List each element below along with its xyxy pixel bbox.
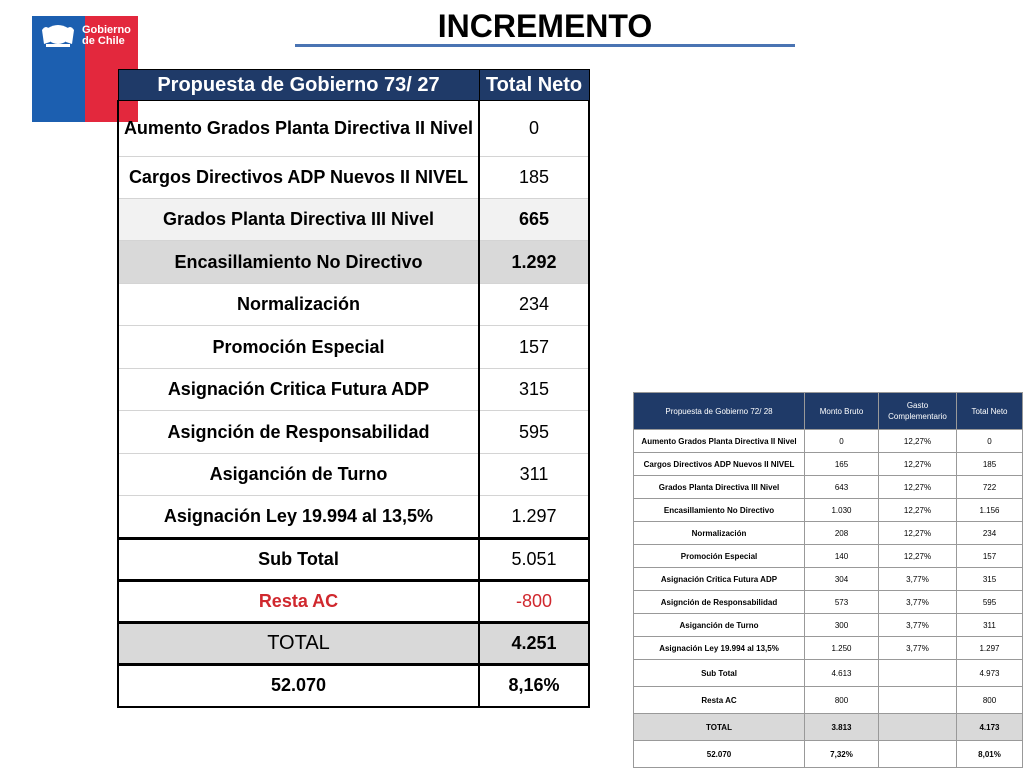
- total-row: [634, 714, 1023, 741]
- row-neto: 185: [957, 453, 1023, 476]
- percentage-row: [118, 665, 589, 707]
- row-neto: 4.973: [957, 660, 1023, 687]
- subtotal-label: Sub Total: [118, 539, 479, 581]
- row-label: Resta AC: [634, 687, 805, 714]
- row-label: Normalización: [634, 522, 805, 545]
- row-value: 157: [479, 326, 589, 369]
- table-row: [634, 522, 1023, 545]
- row-bruto: 573: [805, 591, 879, 614]
- row-bruto: 1.250: [805, 637, 879, 660]
- percentage-label: 52.070: [118, 665, 479, 707]
- row-gasto: 3,77%: [879, 568, 957, 591]
- row-label: Encasillamiento No Directivo: [118, 241, 479, 284]
- row-bruto: 165: [805, 453, 879, 476]
- row-gasto: [879, 687, 957, 714]
- row-bruto: 4.613: [805, 660, 879, 687]
- row-neto: 1.297: [957, 637, 1023, 660]
- header-monto-bruto: Monto Bruto: [805, 393, 879, 430]
- table-row: [634, 430, 1023, 453]
- row-neto: 315: [957, 568, 1023, 591]
- row-value: 315: [479, 369, 589, 411]
- row-value: 0: [479, 101, 589, 157]
- row-gasto: 12,27%: [879, 545, 957, 568]
- row-bruto: 304: [805, 568, 879, 591]
- row-gasto: 12,27%: [879, 453, 957, 476]
- row-gasto: 3,77%: [879, 637, 957, 660]
- row-neto: 311: [957, 614, 1023, 637]
- row-label: Asignación Ley 19.994 al 13,5%: [118, 496, 479, 539]
- row-bruto: 7,32%: [805, 741, 879, 768]
- table-row: [634, 476, 1023, 499]
- table-row: [634, 637, 1023, 660]
- row-neto: 800: [957, 687, 1023, 714]
- table-row: [634, 499, 1023, 522]
- row-label: Normalización: [118, 284, 479, 326]
- row-label: Asignación Ley 19.994 al 13,5%: [634, 637, 805, 660]
- main-table: [117, 69, 590, 708]
- row-label: Asignación Critica Futura ADP: [118, 369, 479, 411]
- row-bruto: 208: [805, 522, 879, 545]
- resta-ac-row: [634, 687, 1023, 714]
- subtotal-row: [118, 539, 589, 581]
- row-neto: 0: [957, 430, 1023, 453]
- header-propuesta-small: Propuesta de Gobierno 72/ 28: [634, 393, 805, 430]
- row-label: Asignción de Responsabilidad: [634, 591, 805, 614]
- resta-ac-row: [118, 581, 589, 623]
- row-label: TOTAL: [634, 714, 805, 741]
- row-value: 234: [479, 284, 589, 326]
- table-row: [634, 614, 1023, 637]
- table-row: [118, 241, 589, 284]
- row-neto: 1.156: [957, 499, 1023, 522]
- subtotal-row: [634, 660, 1023, 687]
- row-bruto: 643: [805, 476, 879, 499]
- row-neto: 595: [957, 591, 1023, 614]
- row-gasto: 12,27%: [879, 499, 957, 522]
- row-neto: 157: [957, 545, 1023, 568]
- row-bruto: 140: [805, 545, 879, 568]
- row-neto: 4.173: [957, 714, 1023, 741]
- row-gasto: [879, 741, 957, 768]
- table-row: [118, 101, 589, 157]
- header-total-neto-small: Total Neto: [957, 393, 1023, 430]
- resta-ac-value: -800: [479, 581, 589, 623]
- table-row: [634, 453, 1023, 476]
- total-row: [118, 623, 589, 665]
- row-label: 52.070: [634, 741, 805, 768]
- row-label: Encasillamiento No Directivo: [634, 499, 805, 522]
- page-title: INCREMENTO: [437, 8, 653, 44]
- row-value: 665: [479, 199, 589, 241]
- table-row: [118, 369, 589, 411]
- table-row: [118, 326, 589, 369]
- row-label: Promoción Especial: [118, 326, 479, 369]
- row-bruto: 300: [805, 614, 879, 637]
- logo-text: Gobierno de Chile: [82, 24, 131, 47]
- row-gasto: 3,77%: [879, 614, 957, 637]
- row-neto: 234: [957, 522, 1023, 545]
- percentage-value: 8,16%: [479, 665, 589, 707]
- row-bruto: 1.030: [805, 499, 879, 522]
- row-value: 1.297: [479, 496, 589, 539]
- subtotal-value: 5.051: [479, 539, 589, 581]
- coat-of-arms-icon: [38, 20, 78, 50]
- row-label: Promoción Especial: [634, 545, 805, 568]
- row-label: Asiganción de Turno: [634, 614, 805, 637]
- table-row: [118, 284, 589, 326]
- row-gasto: [879, 660, 957, 687]
- row-neto: 8,01%: [957, 741, 1023, 768]
- header-total-neto: Total Neto: [479, 70, 589, 101]
- row-label: Aumento Grados Planta Directiva II Nivel: [118, 101, 479, 157]
- table-row: [118, 157, 589, 199]
- total-value: 4.251: [479, 623, 589, 665]
- logo-blue-block: [32, 16, 85, 122]
- table-row: [118, 496, 589, 539]
- row-gasto: 12,27%: [879, 430, 957, 453]
- row-gasto: 3,77%: [879, 591, 957, 614]
- row-label: Cargos Directivos ADP Nuevos II NIVEL: [118, 157, 479, 199]
- row-value: 595: [479, 411, 589, 454]
- table-row: [118, 199, 589, 241]
- table-row: [634, 545, 1023, 568]
- row-bruto: 800: [805, 687, 879, 714]
- row-bruto: 0: [805, 430, 879, 453]
- table-row: [118, 411, 589, 454]
- row-gasto: 12,27%: [879, 476, 957, 499]
- row-value: 311: [479, 454, 589, 496]
- header-propuesta: Propuesta de Gobierno 73/ 27: [118, 70, 479, 101]
- row-bruto: 3.813: [805, 714, 879, 741]
- row-label: Grados Planta Directiva III Nivel: [118, 199, 479, 241]
- row-value: 185: [479, 157, 589, 199]
- percentage-row: [634, 741, 1023, 768]
- table-row: [634, 568, 1023, 591]
- row-value: 1.292: [479, 241, 589, 284]
- row-gasto: [879, 714, 957, 741]
- row-label: Aumento Grados Planta Directiva II Nivel: [634, 430, 805, 453]
- main-table-header: [118, 70, 589, 101]
- row-label: Cargos Directivos ADP Nuevos II NIVEL: [634, 453, 805, 476]
- row-label: Asiganción de Turno: [118, 454, 479, 496]
- table-row: [118, 454, 589, 496]
- title-underline: [295, 44, 795, 47]
- detail-table-header: [634, 393, 1023, 430]
- total-label: TOTAL: [118, 623, 479, 665]
- resta-ac-label: Resta AC: [118, 581, 479, 623]
- row-neto: 722: [957, 476, 1023, 499]
- detail-table: [633, 392, 1023, 768]
- table-row: [634, 591, 1023, 614]
- row-label: Asignación Critica Futura ADP: [634, 568, 805, 591]
- row-label: Sub Total: [634, 660, 805, 687]
- row-gasto: 12,27%: [879, 522, 957, 545]
- header-gasto-complementario: Gasto Complementario: [879, 393, 957, 430]
- row-label: Asignción de Responsabilidad: [118, 411, 479, 454]
- row-label: Grados Planta Directiva III Nivel: [634, 476, 805, 499]
